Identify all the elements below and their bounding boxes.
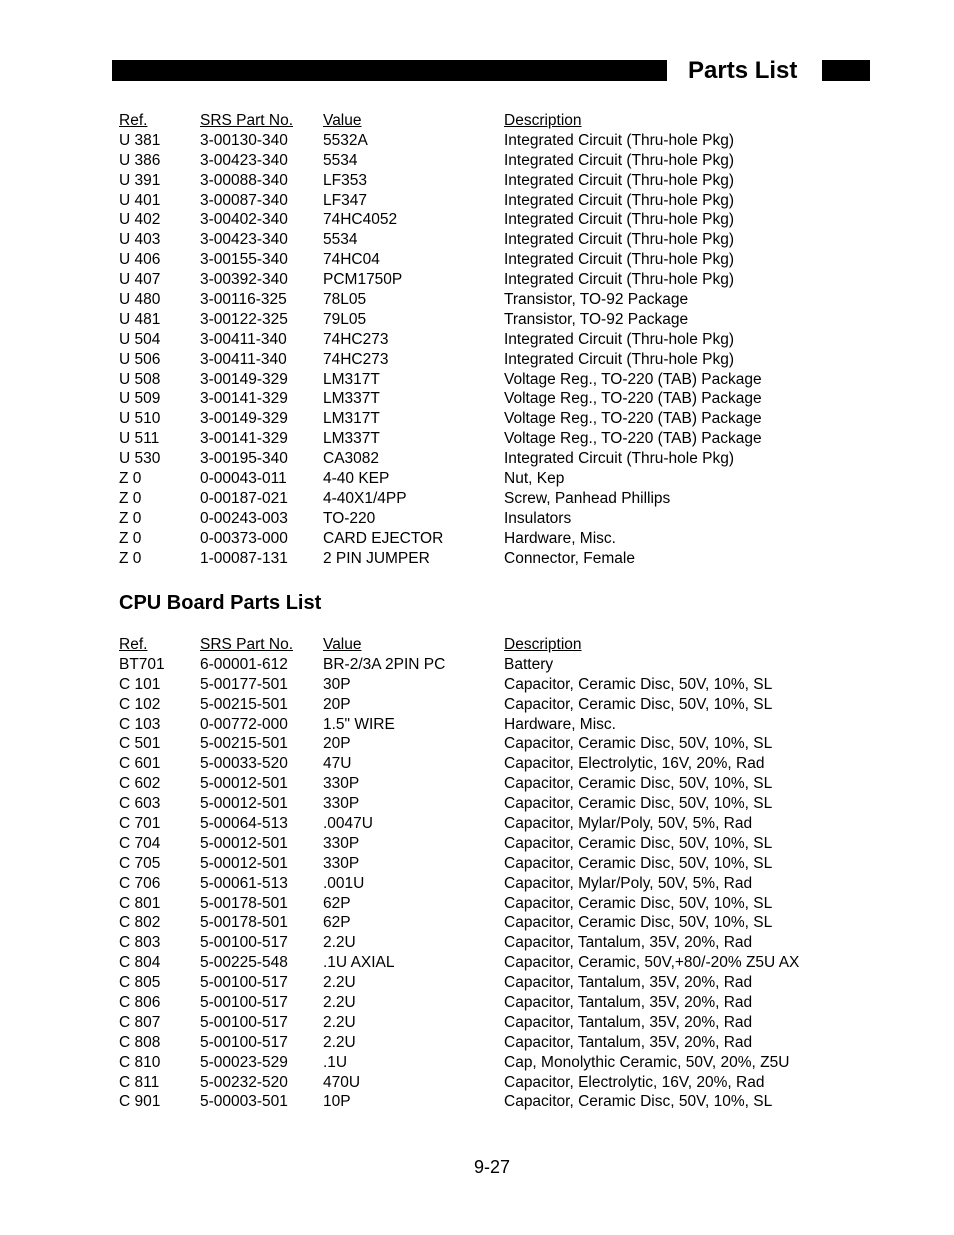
cell-value: PCM1750P bbox=[323, 271, 403, 289]
cell-description: Integrated Circuit (Thru-hole Pkg) bbox=[504, 330, 735, 348]
cell-value: 30P bbox=[323, 675, 351, 693]
cell-ref: C 103 bbox=[119, 715, 161, 733]
cell-description: Capacitor, Ceramic Disc, 50V, 10%, SL bbox=[504, 834, 773, 852]
cell-part-no: 3-00402-340 bbox=[200, 211, 288, 229]
cell-ref: U 401 bbox=[119, 191, 161, 209]
cell-ref: C 901 bbox=[119, 1093, 161, 1111]
cell-value: BR-2/3A 2PIN PC bbox=[323, 655, 446, 673]
cell-value: LM337T bbox=[323, 390, 380, 408]
cell-value: TO-220 bbox=[323, 509, 376, 527]
cell-value: 4-40 KEP bbox=[323, 470, 390, 488]
cell-part-no: 5-00215-501 bbox=[200, 735, 288, 753]
cell-ref: U 510 bbox=[119, 410, 161, 428]
cell-value: 330P bbox=[323, 854, 360, 872]
column-header-value: Value bbox=[323, 112, 362, 129]
cell-ref: U 504 bbox=[119, 330, 161, 348]
cell-value: 330P bbox=[323, 834, 360, 852]
column-header-ref: Ref. bbox=[119, 112, 148, 129]
cell-ref: U 402 bbox=[119, 211, 161, 229]
cell-part-no: 3-00149-329 bbox=[200, 370, 288, 388]
cell-value: LF353 bbox=[323, 171, 367, 189]
cell-description: Voltage Reg., TO-220 (TAB) Package bbox=[504, 410, 762, 428]
header-bar-right bbox=[822, 60, 870, 81]
cell-part-no: 5-00178-501 bbox=[200, 894, 288, 912]
cell-ref: C 806 bbox=[119, 994, 161, 1012]
cell-value: 20P bbox=[323, 695, 351, 713]
cell-value: 74HC273 bbox=[323, 350, 389, 368]
cell-value: 2.2U bbox=[323, 994, 356, 1012]
cell-value: 62P bbox=[323, 914, 351, 932]
cell-part-no: 5-00012-501 bbox=[200, 854, 288, 872]
cell-description: Integrated Circuit (Thru-hole Pkg) bbox=[504, 191, 735, 209]
cell-part-no: 3-00423-340 bbox=[200, 151, 288, 169]
cell-description: Integrated Circuit (Thru-hole Pkg) bbox=[504, 211, 735, 229]
cell-description: Capacitor, Ceramic Disc, 50V, 10%, SL bbox=[504, 795, 773, 813]
cell-description: Hardware, Misc. bbox=[504, 529, 616, 547]
cell-description: Capacitor, Ceramic, 50V,+80/-20% Z5U AX bbox=[504, 954, 800, 972]
cell-part-no: 5-00177-501 bbox=[200, 675, 288, 693]
cell-ref: C 701 bbox=[119, 815, 161, 833]
cell-ref: U 403 bbox=[119, 231, 161, 249]
cell-part-no: 3-00130-340 bbox=[200, 131, 288, 149]
cell-part-no: 5-00215-501 bbox=[200, 695, 288, 713]
cell-ref: U 509 bbox=[119, 390, 161, 408]
cell-description: Capacitor, Tantalum, 35V, 20%, Rad bbox=[504, 994, 753, 1012]
cell-description: Voltage Reg., TO-220 (TAB) Package bbox=[504, 390, 762, 408]
cell-value: 79L05 bbox=[323, 310, 367, 328]
cell-value: CA3082 bbox=[323, 450, 380, 468]
section-title-cpu-board: CPU Board Parts List bbox=[119, 592, 322, 614]
cell-description: Capacitor, Ceramic Disc, 50V, 10%, SL bbox=[504, 695, 773, 713]
cell-description: Capacitor, Mylar/Poly, 50V, 5%, Rad bbox=[504, 874, 753, 892]
cell-part-no: 0-00243-003 bbox=[200, 509, 288, 527]
cell-value: 2.2U bbox=[323, 1013, 356, 1031]
cell-value: 330P bbox=[323, 775, 360, 793]
cell-description: Integrated Circuit (Thru-hole Pkg) bbox=[504, 131, 735, 149]
cell-description: Integrated Circuit (Thru-hole Pkg) bbox=[504, 231, 735, 249]
cell-ref: U 530 bbox=[119, 450, 161, 468]
cell-value: 62P bbox=[323, 894, 351, 912]
cell-value: 330P bbox=[323, 795, 360, 813]
cell-description: Integrated Circuit (Thru-hole Pkg) bbox=[504, 350, 735, 368]
cell-part-no: 0-00187-021 bbox=[200, 489, 288, 507]
cell-value: 47U bbox=[323, 755, 352, 773]
cell-ref: U 406 bbox=[119, 251, 161, 269]
cell-part-no: 5-00012-501 bbox=[200, 834, 288, 852]
cell-ref: C 804 bbox=[119, 954, 161, 972]
cell-description: Capacitor, Tantalum, 35V, 20%, Rad bbox=[504, 1013, 753, 1031]
cell-description: Capacitor, Tantalum, 35V, 20%, Rad bbox=[504, 974, 753, 992]
cell-description: Capacitor, Ceramic Disc, 50V, 10%, SL bbox=[504, 735, 773, 753]
cell-part-no: 3-00141-329 bbox=[200, 430, 288, 448]
cell-value: .1U AXIAL bbox=[323, 954, 395, 972]
cell-part-no: 3-00411-340 bbox=[200, 350, 287, 368]
cell-value: 74HC4052 bbox=[323, 211, 398, 229]
cell-description: Integrated Circuit (Thru-hole Pkg) bbox=[504, 151, 735, 169]
cell-ref: C 807 bbox=[119, 1013, 161, 1031]
column-header-description: Description bbox=[504, 636, 582, 653]
cell-description: Capacitor, Ceramic Disc, 50V, 10%, SL bbox=[504, 854, 773, 872]
cell-ref: Z 0 bbox=[119, 509, 142, 527]
cell-ref: U 511 bbox=[119, 430, 160, 448]
cell-description: Transistor, TO-92 Package bbox=[504, 291, 689, 309]
cell-description: Capacitor, Ceramic Disc, 50V, 10%, SL bbox=[504, 894, 773, 912]
cell-ref: Z 0 bbox=[119, 529, 142, 547]
cell-ref: C 811 bbox=[119, 1073, 160, 1091]
cell-value: LF347 bbox=[323, 191, 367, 209]
cell-ref: BT701 bbox=[119, 655, 165, 673]
cell-ref: Z 0 bbox=[119, 549, 142, 567]
cell-ref: C 603 bbox=[119, 795, 161, 813]
cell-description: Capacitor, Ceramic Disc, 50V, 10%, SL bbox=[504, 1093, 773, 1111]
cell-ref: C 805 bbox=[119, 974, 161, 992]
cell-part-no: 3-00116-325 bbox=[200, 291, 287, 309]
cell-description: Nut, Kep bbox=[504, 470, 565, 488]
cell-ref: U 381 bbox=[119, 131, 161, 149]
cell-ref: C 101 bbox=[119, 675, 161, 693]
cell-value: 10P bbox=[323, 1093, 351, 1111]
cell-part-no: 5-00023-529 bbox=[200, 1053, 288, 1071]
column-header-value: Value bbox=[323, 636, 362, 653]
cell-value: .0047U bbox=[323, 815, 373, 833]
cell-part-no: 5-00100-517 bbox=[200, 1013, 288, 1031]
cell-part-no: 5-00100-517 bbox=[200, 994, 288, 1012]
cell-part-no: 1-00087-131 bbox=[200, 549, 288, 567]
cell-ref: C 808 bbox=[119, 1033, 161, 1051]
cell-value: 5534 bbox=[323, 151, 358, 169]
cell-part-no: 3-00087-340 bbox=[200, 191, 288, 209]
column-header-description: Description bbox=[504, 112, 582, 129]
cell-part-no: 3-00195-340 bbox=[200, 450, 288, 468]
cell-ref: U 391 bbox=[119, 171, 161, 189]
cell-value: 74HC273 bbox=[323, 330, 389, 348]
column-header-part-no: SRS Part No. bbox=[200, 112, 294, 129]
cell-description: Integrated Circuit (Thru-hole Pkg) bbox=[504, 271, 735, 289]
cell-ref: U 481 bbox=[119, 310, 161, 328]
cell-ref: C 801 bbox=[119, 894, 161, 912]
cell-description: Capacitor, Electrolytic, 16V, 20%, Rad bbox=[504, 755, 765, 773]
cell-value: 74HC04 bbox=[323, 251, 380, 269]
cell-part-no: 5-00100-517 bbox=[200, 934, 288, 952]
cell-value: LM337T bbox=[323, 430, 380, 448]
cell-description: Capacitor, Electrolytic, 16V, 20%, Rad bbox=[504, 1073, 765, 1091]
cell-part-no: 3-00122-325 bbox=[200, 310, 288, 328]
cell-ref: C 810 bbox=[119, 1053, 161, 1071]
cell-value: 2.2U bbox=[323, 974, 356, 992]
cell-part-no: 6-00001-612 bbox=[200, 655, 288, 673]
cell-value: 5532A bbox=[323, 131, 368, 149]
cell-description: Integrated Circuit (Thru-hole Pkg) bbox=[504, 171, 735, 189]
cell-part-no: 3-00088-340 bbox=[200, 171, 288, 189]
cell-value: LM317T bbox=[323, 370, 380, 388]
cell-ref: C 501 bbox=[119, 735, 161, 753]
cell-value: 2 PIN JUMPER bbox=[323, 549, 430, 567]
column-header-part-no: SRS Part No. bbox=[200, 636, 294, 653]
cell-part-no: 0-00772-000 bbox=[200, 715, 288, 733]
cell-description: Capacitor, Ceramic Disc, 50V, 10%, SL bbox=[504, 775, 773, 793]
cell-description: Capacitor, Ceramic Disc, 50V, 10%, SL bbox=[504, 914, 773, 932]
cell-part-no: 5-00003-501 bbox=[200, 1093, 288, 1111]
page-title: Parts List bbox=[688, 57, 798, 84]
cell-ref: Z 0 bbox=[119, 489, 142, 507]
cell-ref: C 802 bbox=[119, 914, 161, 932]
cell-part-no: 5-00064-513 bbox=[200, 815, 288, 833]
cell-description: Capacitor, Ceramic Disc, 50V, 10%, SL bbox=[504, 675, 773, 693]
cell-part-no: 5-00033-520 bbox=[200, 755, 288, 773]
cell-part-no: 5-00100-517 bbox=[200, 1033, 288, 1051]
cell-description: Battery bbox=[504, 655, 554, 673]
cell-description: Capacitor, Mylar/Poly, 50V, 5%, Rad bbox=[504, 815, 753, 833]
cell-part-no: 3-00411-340 bbox=[200, 330, 287, 348]
page-number: 9-27 bbox=[474, 1157, 511, 1177]
cell-description: Cap, Monolythic Ceramic, 50V, 20%, Z5U bbox=[504, 1053, 790, 1071]
cell-description: Integrated Circuit (Thru-hole Pkg) bbox=[504, 450, 735, 468]
cell-value: 1.5" WIRE bbox=[323, 715, 395, 733]
header-bar-left bbox=[112, 60, 667, 81]
cell-description: Capacitor, Tantalum, 35V, 20%, Rad bbox=[504, 1033, 753, 1051]
cell-part-no: 0-00373-000 bbox=[200, 529, 288, 547]
cell-ref: C 705 bbox=[119, 854, 161, 872]
cell-part-no: 3-00155-340 bbox=[200, 251, 288, 269]
cell-part-no: 5-00100-517 bbox=[200, 974, 288, 992]
cell-ref: C 704 bbox=[119, 834, 161, 852]
cell-value: CARD EJECTOR bbox=[323, 529, 444, 547]
cell-part-no: 5-00232-520 bbox=[200, 1073, 288, 1091]
cell-description: Capacitor, Tantalum, 35V, 20%, Rad bbox=[504, 934, 753, 952]
cell-ref: U 508 bbox=[119, 370, 161, 388]
cell-value: 5534 bbox=[323, 231, 358, 249]
cell-part-no: 3-00149-329 bbox=[200, 410, 288, 428]
cell-part-no: 5-00178-501 bbox=[200, 914, 288, 932]
cell-ref: C 803 bbox=[119, 934, 161, 952]
cell-part-no: 5-00225-548 bbox=[200, 954, 288, 972]
cell-value: 470U bbox=[323, 1073, 361, 1091]
cell-value: .1U bbox=[323, 1053, 348, 1071]
cell-part-no: 5-00061-513 bbox=[200, 874, 288, 892]
cell-description: Screw, Panhead Phillips bbox=[504, 489, 671, 507]
cell-part-no: 3-00423-340 bbox=[200, 231, 288, 249]
cell-part-no: 5-00012-501 bbox=[200, 775, 288, 793]
cell-description: Connector, Female bbox=[504, 549, 635, 567]
cell-value: .001U bbox=[323, 874, 365, 892]
cell-description: Hardware, Misc. bbox=[504, 715, 616, 733]
cell-description: Voltage Reg., TO-220 (TAB) Package bbox=[504, 370, 762, 388]
cell-ref: U 407 bbox=[119, 271, 161, 289]
cell-ref: U 386 bbox=[119, 151, 161, 169]
cell-ref: C 706 bbox=[119, 874, 161, 892]
cell-ref: C 102 bbox=[119, 695, 161, 713]
column-header-ref: Ref. bbox=[119, 636, 148, 653]
cell-description: Integrated Circuit (Thru-hole Pkg) bbox=[504, 251, 735, 269]
cell-part-no: 0-00043-011 bbox=[200, 470, 287, 488]
cell-description: Transistor, TO-92 Package bbox=[504, 310, 689, 328]
cell-description: Insulators bbox=[504, 509, 572, 527]
cell-value: LM317T bbox=[323, 410, 380, 428]
cell-ref: C 602 bbox=[119, 775, 161, 793]
cell-ref: C 601 bbox=[119, 755, 161, 773]
cell-ref: U 480 bbox=[119, 291, 161, 309]
cell-value: 2.2U bbox=[323, 934, 356, 952]
cell-part-no: 5-00012-501 bbox=[200, 795, 288, 813]
cell-ref: U 506 bbox=[119, 350, 161, 368]
cell-value: 78L05 bbox=[323, 291, 367, 309]
cell-part-no: 3-00141-329 bbox=[200, 390, 288, 408]
cell-value: 4-40X1/4PP bbox=[323, 489, 407, 507]
cell-ref: Z 0 bbox=[119, 470, 142, 488]
cell-value: 20P bbox=[323, 735, 351, 753]
cell-description: Voltage Reg., TO-220 (TAB) Package bbox=[504, 430, 762, 448]
cell-part-no: 3-00392-340 bbox=[200, 271, 288, 289]
cell-value: 2.2U bbox=[323, 1033, 356, 1051]
